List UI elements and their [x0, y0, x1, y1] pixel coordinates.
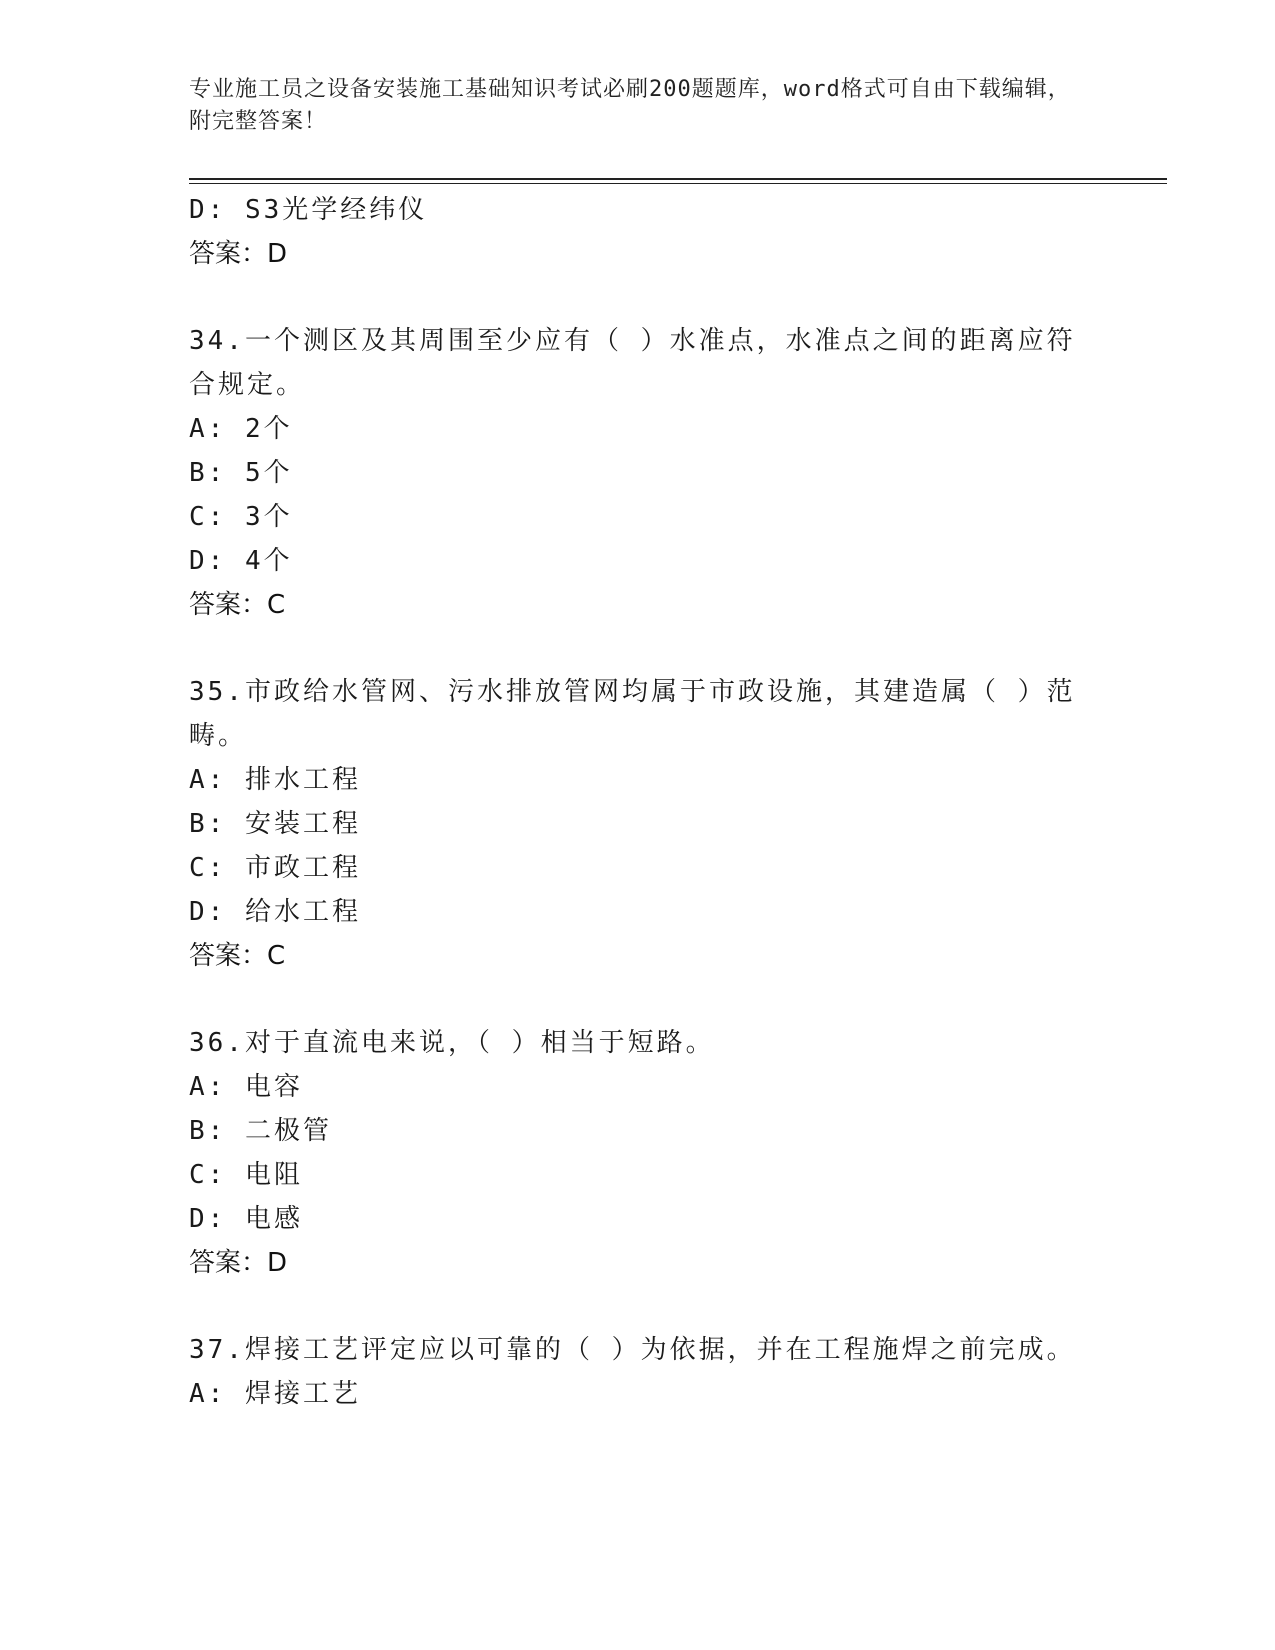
- q37-stem: 37.焊接工艺评定应以可靠的（ ）为依据，并在工程施焊之前完成。: [189, 1335, 1076, 1365]
- q35-stem-line1: 35.市政给水管网、污水排放管网均属于市政设施，其建造属（ ）范: [189, 677, 1076, 707]
- q35-option-a: A: 排水工程: [189, 765, 361, 795]
- q34-option-d: D: 4个: [189, 546, 293, 576]
- q36-option-c: C: 电阻: [189, 1160, 303, 1190]
- q35-option-b: B: 安装工程: [189, 809, 361, 839]
- q35-option-d: D: 给水工程: [189, 897, 361, 927]
- q36-stem: 36.对于直流电来说，（ ）相当于短路。: [189, 1028, 715, 1058]
- q36-option-b: B: 二极管: [189, 1116, 332, 1146]
- q36-option-d: D: 电感: [189, 1204, 303, 1234]
- document-header: 专业施工员之设备安装施工基础知识考试必刷200题题库，word格式可自由下载编辑，附完整答案！: [189, 77, 1071, 134]
- q33-option-d: D: S3光学经纬仪: [189, 195, 428, 225]
- q34-answer: 答案：C: [189, 590, 286, 620]
- q33-answer: 答案：D: [189, 239, 288, 269]
- q34-option-c: C: 3个: [189, 502, 293, 532]
- q34-option-a: A: 2个: [189, 414, 293, 444]
- header-divider-thin: [189, 183, 1167, 184]
- q36-option-a: A: 电容: [189, 1072, 303, 1102]
- header-divider-thick: [189, 178, 1167, 180]
- q34-stem-line2: 合规定。: [189, 370, 306, 400]
- q35-option-c: C: 市政工程: [189, 853, 361, 883]
- q35-answer: 答案：C: [189, 941, 286, 971]
- q34-stem-line1: 34.一个测区及其周围至少应有（ ）水准点，水准点之间的距离应符: [189, 326, 1076, 356]
- q34-option-b: B: 5个: [189, 458, 293, 488]
- q36-answer: 答案：D: [189, 1248, 288, 1278]
- q37-option-a: A: 焊接工艺: [189, 1379, 361, 1409]
- q35-stem-line2: 畴。: [189, 721, 248, 751]
